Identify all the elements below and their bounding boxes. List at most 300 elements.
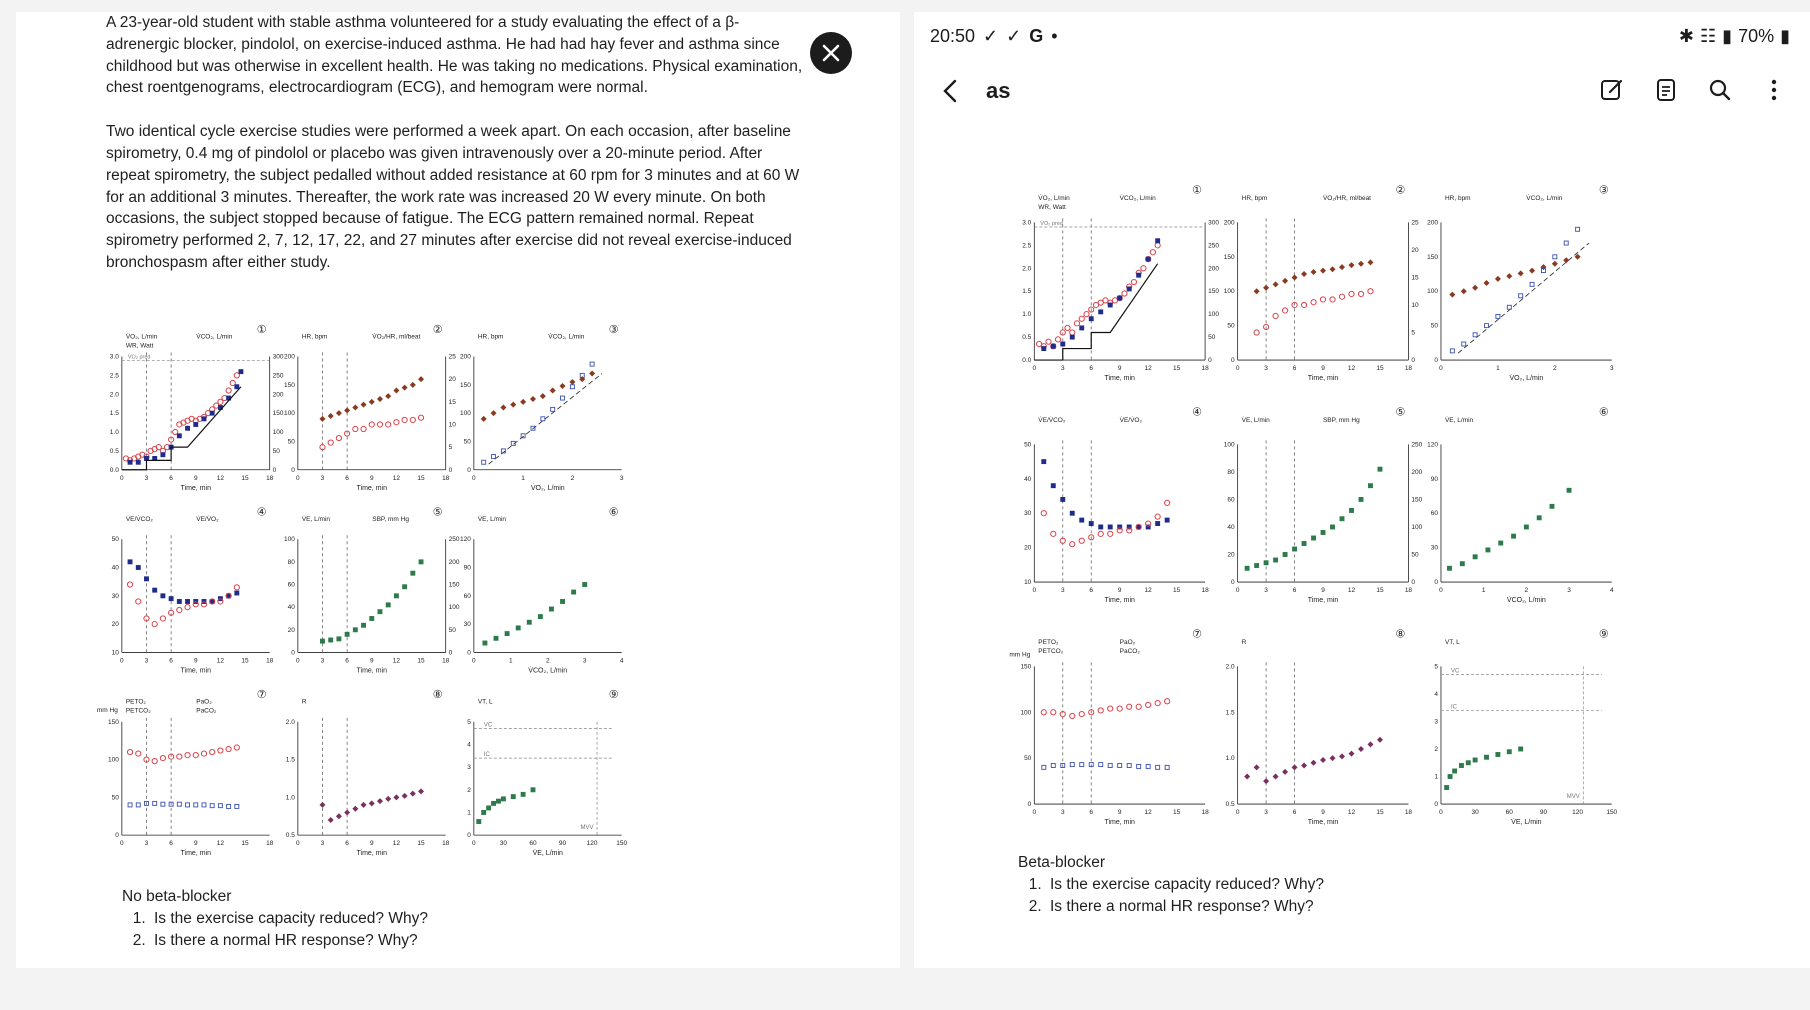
r-point xyxy=(410,791,416,797)
tick-label: 50 xyxy=(1024,441,1032,449)
petco2-point xyxy=(194,803,198,807)
panel-p2 xyxy=(1224,185,1419,383)
legend-label: V̇E/V̇CO₂ xyxy=(125,515,153,523)
tick-label: 200 xyxy=(448,558,460,566)
legend-label: V̇E, L/min xyxy=(1444,417,1474,425)
tick-label: 0 xyxy=(472,474,476,482)
panel-number: ② xyxy=(1395,184,1406,197)
vo2-point xyxy=(226,388,231,393)
tick-label: 30 xyxy=(1471,809,1479,817)
vo2-point xyxy=(1070,330,1075,335)
hr-point xyxy=(1563,257,1569,263)
tick-label: 100 xyxy=(107,756,119,764)
tick-label: 4 xyxy=(619,657,624,665)
o2-pulse-point xyxy=(1349,291,1354,296)
tick-label: 25 xyxy=(1411,219,1419,227)
peto2-point xyxy=(234,745,239,750)
panel-number: ⑥ xyxy=(1598,406,1609,419)
tick-label: 50 xyxy=(111,536,119,544)
panel-number: ⑦ xyxy=(256,689,267,702)
legend-label: R xyxy=(1241,639,1247,647)
tick-label: 1.0 xyxy=(1022,311,1032,319)
ve-point xyxy=(1274,558,1278,562)
back-button[interactable] xyxy=(936,76,966,106)
tick-label: 50 xyxy=(272,447,280,455)
tick-label: 18 xyxy=(1201,587,1209,595)
vco2-point xyxy=(541,417,545,421)
tick-label: 80 xyxy=(287,558,295,566)
tick-label: 0 xyxy=(296,657,300,665)
tick-label: 0 xyxy=(467,649,471,657)
peto2-point xyxy=(1070,713,1075,718)
vt-point xyxy=(487,806,491,810)
more-vertical-icon xyxy=(1761,77,1787,103)
tick-label: 50 xyxy=(111,794,119,802)
tick-label: 30 xyxy=(111,592,119,600)
tick-label: 2.0 xyxy=(1022,265,1032,273)
hr-point xyxy=(1339,264,1345,270)
legend-label: PaO₂ xyxy=(196,698,212,706)
ref-label: MVV xyxy=(1566,794,1580,801)
ve-vo2-point xyxy=(1070,542,1075,547)
axis-label: V̇E, L/min xyxy=(1511,819,1542,827)
o2-pulse-point xyxy=(328,440,333,445)
tick-label: 250 xyxy=(272,372,284,380)
tick-label: 6 xyxy=(1292,809,1297,817)
r-point xyxy=(1244,774,1250,780)
tick-label: 9 xyxy=(1321,365,1325,373)
peto2-point xyxy=(210,749,215,754)
tick-label: 50 xyxy=(448,626,456,634)
ve-point xyxy=(1550,504,1554,508)
r-point xyxy=(402,793,408,799)
panel-p3 xyxy=(460,324,624,492)
peto2-point xyxy=(1127,704,1132,709)
ve-point xyxy=(1340,517,1344,521)
ve-point xyxy=(1512,534,1516,538)
vco2-point xyxy=(492,455,496,459)
tick-label: 0.5 xyxy=(1022,334,1032,342)
tick-label: 9 xyxy=(369,474,374,482)
ve-point xyxy=(394,594,398,598)
hr-point xyxy=(361,402,367,408)
edit-button[interactable] xyxy=(1596,74,1628,106)
vt-point xyxy=(1448,775,1452,779)
panel-p9 xyxy=(1434,629,1617,826)
legend-label: PaCO₂ xyxy=(1119,648,1140,656)
r-point xyxy=(393,794,399,800)
petco2-point xyxy=(186,803,190,807)
tick-label: 2.5 xyxy=(1022,242,1032,250)
panel-number: ⑦ xyxy=(1192,628,1203,641)
axis-label: mm Hg xyxy=(96,706,118,714)
vt-point xyxy=(1445,786,1449,790)
tick-label: 9 xyxy=(369,657,374,665)
tick-label: 3 xyxy=(320,657,325,665)
tick-label: 0 xyxy=(448,649,453,657)
hr-point xyxy=(1320,268,1326,274)
panel-p9 xyxy=(467,689,627,857)
tick-label: 1 xyxy=(1434,773,1438,781)
tick-label: 200 xyxy=(1208,265,1219,273)
petco2-point xyxy=(1099,763,1103,767)
tick-label: 20 xyxy=(287,626,295,634)
reader-button[interactable] xyxy=(1650,74,1682,106)
peto2-point xyxy=(127,749,132,754)
r-point xyxy=(1377,737,1383,743)
vco2-point xyxy=(239,370,243,374)
tick-label: 100 xyxy=(272,429,284,437)
more-options-button[interactable] xyxy=(1758,74,1790,106)
ve-point xyxy=(583,583,587,587)
legend-label: HR, bpm xyxy=(477,333,504,341)
vco2-point xyxy=(482,460,486,464)
petco2-point xyxy=(1051,764,1055,768)
legend-label: V̇E, L/min xyxy=(1241,417,1270,425)
peto2-point xyxy=(1108,706,1113,711)
tick-label: 3 xyxy=(619,474,624,482)
legend-label: V̇E/V̇O₂ xyxy=(1119,417,1143,425)
peto2-point xyxy=(152,759,157,764)
tick-label: 15 xyxy=(448,398,456,406)
tick-label: 25 xyxy=(448,353,456,361)
r-point xyxy=(344,809,350,815)
petco2-point xyxy=(227,804,231,808)
axis-label: Time, min xyxy=(356,667,387,675)
ve-point xyxy=(1378,467,1382,471)
petco2-point xyxy=(128,803,132,807)
question-1: 1. Is the exercise capacity reduced? Why? xyxy=(1046,874,1324,896)
edit-icon xyxy=(1599,77,1625,103)
hr-point xyxy=(1273,281,1279,287)
legend-label: VT, L xyxy=(1444,639,1460,647)
ve-point xyxy=(320,639,324,643)
ve-point xyxy=(527,620,531,624)
case-paragraph-1: A 23-year-old student with stable asthma volunteered for a study evaluating the effect of a β-adrenergic blocker, pindolol, on exercise-induced asthma. He had had hay fever and asthma since childhood but was otherwise in excellent health. He was taking no medications. Physical examination, chest roentgenograms, electrocardiogram (ECG), and hemogram were normal. xyxy=(106,14,803,97)
tick-label: 10 xyxy=(448,421,456,429)
hr-point xyxy=(1367,259,1373,265)
legend-label: HR, bpm xyxy=(1241,195,1268,203)
tick-label: 12 xyxy=(392,840,401,848)
vo2-point xyxy=(1084,312,1089,317)
peto2-point xyxy=(1098,708,1103,713)
legend-label: HR, bpm xyxy=(1444,195,1471,203)
hr-point xyxy=(520,399,526,405)
legend-label: V̇CO₂, L/min xyxy=(196,333,233,341)
petco2-point xyxy=(210,804,214,808)
tick-label: 120 xyxy=(1572,809,1584,817)
hr-point xyxy=(1282,278,1288,284)
ve-vco2-point xyxy=(1165,518,1169,522)
tick-label: 3 xyxy=(1264,587,1268,595)
petco2-point xyxy=(1070,763,1074,767)
hr-point xyxy=(319,416,325,422)
panel-number: ⑨ xyxy=(608,689,619,702)
peto2-point xyxy=(136,751,141,756)
ref-label: IC xyxy=(1450,704,1457,711)
ve-vco2-point xyxy=(169,597,173,601)
case-paragraph-2: Two identical cycle exercise studies were performed a week apart. On each occasion, after baseline spirometry, 0.4 mg of pindolol or placebo was given intravenously over a 20-minute period. After repeat spirometry, the subject pedalled without added resistance at 60 rpm for 3 minutes and at 60 W for an additional 3 minutes. Thereafter, the work rate was increased 20 W every minute. On both occasions, the subject stopped because of fatigue. The ECG pattern remained normal. Repeat spirometry performed 2, 7, 12, 17, 22, and 27 minutes after exercise did not reveal exercise-induced bronchospasm after either study. xyxy=(106,123,800,271)
hr-point xyxy=(1552,261,1558,267)
petco2-point xyxy=(1156,765,1160,769)
tick-label: 150 xyxy=(272,410,284,418)
tick-label: 18 xyxy=(442,840,450,848)
vco2-point xyxy=(1156,239,1160,243)
tick-label: 15 xyxy=(241,474,249,482)
tick-label: 9 xyxy=(1321,587,1325,595)
hr-point xyxy=(589,371,595,377)
tick-label: 12 xyxy=(216,657,225,665)
vo2-point xyxy=(1074,321,1079,326)
vo2-point xyxy=(1122,291,1127,296)
petco2-point xyxy=(1165,765,1169,769)
tick-label: 20 xyxy=(1024,544,1032,552)
legend-label: V̇O₂, L/min xyxy=(1038,195,1070,203)
peto2-point xyxy=(1136,704,1141,709)
tick-label: 0 xyxy=(448,466,453,474)
ve-point xyxy=(1486,548,1490,552)
figure-beta-blocker xyxy=(1009,178,1626,844)
tick-label: 15 xyxy=(1376,809,1384,817)
ve-vo2-point xyxy=(177,607,182,612)
vco2-point xyxy=(551,407,555,411)
tick-label: 15 xyxy=(241,657,249,665)
ve-point xyxy=(1460,562,1464,566)
panel-p1 xyxy=(110,324,284,492)
vco2-point xyxy=(1137,273,1141,277)
tick-label: 4 xyxy=(467,741,471,749)
o2-pulse-point xyxy=(1282,308,1287,313)
tick-label: 60 xyxy=(1227,496,1235,504)
hr-point xyxy=(1254,288,1260,294)
hr-point xyxy=(1349,262,1355,268)
hr-point xyxy=(510,402,516,408)
tick-label: 0 xyxy=(1235,365,1240,373)
tick-label: 250 xyxy=(448,536,460,544)
ve-point xyxy=(386,603,390,607)
r-point xyxy=(1263,778,1269,784)
r-point xyxy=(1292,764,1298,770)
tick-label: 3 xyxy=(144,474,149,482)
axis-label: Time, min xyxy=(1104,597,1135,605)
tick-label: 18 xyxy=(442,474,450,482)
panel-number: ⑨ xyxy=(1598,628,1609,641)
vt-point xyxy=(501,797,505,801)
tick-label: 0 xyxy=(1027,801,1032,809)
ve-vo2-point xyxy=(185,605,190,610)
o2-pulse-point xyxy=(1273,313,1278,318)
tick-label: 2.0 xyxy=(1225,663,1235,671)
tick-label: 9 xyxy=(193,840,198,848)
legend-label: PETCO₂ xyxy=(125,707,151,715)
tick-label: 3 xyxy=(320,840,325,848)
tick-label: 40 xyxy=(1024,475,1032,483)
hr-point xyxy=(560,383,566,389)
o2-pulse-point xyxy=(386,422,391,427)
tick-label: 3.0 xyxy=(109,353,119,361)
hr-point xyxy=(550,388,556,394)
ve-vco2-point xyxy=(1108,525,1112,529)
ve-vco2-point xyxy=(177,599,181,603)
vt-point xyxy=(1519,747,1523,751)
hr-point xyxy=(1311,269,1317,275)
tick-label: 0 xyxy=(120,474,124,482)
tick-label: 250 xyxy=(1411,441,1423,449)
ve-vco2-point xyxy=(186,599,190,603)
tick-label: 15 xyxy=(417,474,425,482)
r-point xyxy=(1311,760,1317,766)
ve-vco2-point xyxy=(1137,525,1141,529)
tick-label: 100 xyxy=(283,410,295,418)
tick-label: 0 xyxy=(1032,809,1037,817)
r-point xyxy=(1367,741,1373,747)
ve-point xyxy=(494,636,498,640)
r-point xyxy=(1339,753,1345,759)
tick-label: 6 xyxy=(1089,809,1094,817)
vco2-point xyxy=(128,460,132,464)
hr-point xyxy=(352,404,358,410)
tick-label: 150 xyxy=(459,381,471,389)
vo2-point xyxy=(1141,266,1146,271)
tick-label: 6 xyxy=(169,840,173,848)
check-icon: ✓ xyxy=(983,26,999,46)
r-point xyxy=(1349,751,1355,757)
vo2-point xyxy=(1079,316,1084,321)
hr-point xyxy=(369,399,375,405)
panel-number: ⑧ xyxy=(432,689,443,702)
tick-label: 0 xyxy=(272,466,277,474)
panel-p6 xyxy=(1427,407,1614,605)
tick-label: 1 xyxy=(1496,365,1500,373)
tick-label: 150 xyxy=(1606,809,1618,817)
tick-label: 200 xyxy=(1427,219,1438,227)
diagonal-reference xyxy=(1458,243,1589,353)
petco2-point xyxy=(177,802,181,806)
tick-label: 40 xyxy=(287,604,295,612)
tick-label: 15 xyxy=(1376,365,1384,373)
search-button[interactable] xyxy=(1704,74,1736,106)
ve-point xyxy=(1293,547,1297,551)
axis-label: V̇O₂, L/min xyxy=(1509,375,1544,383)
panel-number: ⑥ xyxy=(608,506,619,519)
tick-label: 0 xyxy=(115,832,119,840)
ve-vo2-point xyxy=(234,585,239,590)
ve-vco2-point xyxy=(1051,484,1055,488)
tick-label: 100 xyxy=(1411,523,1423,531)
ve-vo2-point xyxy=(1079,538,1084,543)
tick-label: 150 xyxy=(448,581,460,589)
vco2-point xyxy=(1070,335,1074,339)
r-point xyxy=(352,806,358,812)
peto2-point xyxy=(1146,702,1151,707)
tick-label: 6 xyxy=(169,657,173,665)
tick-label: 200 xyxy=(283,353,295,361)
tick-label: 0 xyxy=(472,657,476,665)
hr-point xyxy=(336,410,342,416)
close-button[interactable] xyxy=(810,32,852,74)
vco2-point xyxy=(1127,287,1131,291)
legend-label: SBP, mm Hg xyxy=(372,515,409,523)
vt-point xyxy=(1473,758,1477,762)
legend-label: V̇E, L/min xyxy=(477,515,507,523)
tick-label: 90 xyxy=(1539,809,1548,817)
vco2-point xyxy=(1118,296,1122,300)
tick-label: 12 xyxy=(216,474,225,482)
tick-label: 100 xyxy=(1208,311,1219,319)
panel-number: ⑤ xyxy=(1395,406,1406,419)
tick-label: 1.0 xyxy=(109,429,119,437)
petco2-point xyxy=(218,804,222,808)
tick-label: 30 xyxy=(1024,510,1032,518)
tick-label: 9 xyxy=(1321,809,1325,817)
tick-label: 60 xyxy=(463,592,471,600)
tick-label: 20 xyxy=(1227,551,1235,559)
vt-point xyxy=(1466,761,1470,765)
peto2-point xyxy=(1041,710,1046,715)
ve-point xyxy=(353,628,357,632)
tick-label: 12 xyxy=(392,657,401,665)
peto2-point xyxy=(193,752,198,757)
tick-label: 30 xyxy=(1430,544,1438,552)
close-icon xyxy=(821,43,841,63)
tick-label: 50 xyxy=(1411,551,1419,559)
tick-label: 1 xyxy=(508,657,513,665)
ref-label: V̇O₂ pred xyxy=(1040,220,1063,227)
o2-pulse-point xyxy=(1311,300,1316,305)
ve-point xyxy=(1255,564,1259,568)
tick-label: 200 xyxy=(1411,468,1423,476)
ve-point xyxy=(1312,536,1316,540)
ve-point xyxy=(403,585,407,589)
ve-point xyxy=(1283,553,1287,557)
tick-label: 2 xyxy=(545,657,550,665)
tick-label: 20 xyxy=(448,376,456,384)
o2-pulse-point xyxy=(1368,289,1373,294)
vco2-point xyxy=(1519,294,1523,298)
vt-point xyxy=(482,810,486,814)
panel-number: ① xyxy=(1192,184,1203,197)
r-point xyxy=(1273,774,1279,780)
ve-vco2-point xyxy=(227,594,231,598)
tick-label: 50 xyxy=(1227,322,1235,330)
vt-point xyxy=(511,795,515,799)
tick-label: 3 xyxy=(1060,365,1065,373)
vco2-point xyxy=(210,411,214,415)
tick-label: 2.5 xyxy=(109,372,119,380)
legend-label: WR, Watt xyxy=(125,342,154,350)
hr-point xyxy=(385,393,391,399)
vt-point xyxy=(496,799,500,803)
ve-vo2-point xyxy=(1155,514,1160,519)
tick-label: 0 xyxy=(120,657,124,665)
tick-label: 0 xyxy=(1411,357,1416,365)
vco2-point xyxy=(1462,342,1466,346)
tick-label: 60 xyxy=(1505,809,1513,817)
tick-label: 120 xyxy=(459,536,471,544)
axis-label: Time, min xyxy=(1104,375,1135,383)
vo2-point xyxy=(1131,279,1136,284)
ve-vo2-point xyxy=(152,622,157,627)
tick-label: 12 xyxy=(1347,809,1356,817)
tick-label: 100 xyxy=(1020,709,1032,717)
o2-pulse-point xyxy=(402,417,407,422)
axis-label: Time, min xyxy=(1307,597,1339,605)
reader-icon xyxy=(1653,77,1679,103)
tick-label: 2 xyxy=(467,786,471,794)
tick-label: 1 xyxy=(521,474,525,482)
tick-label: 9 xyxy=(1117,809,1122,817)
o2-pulse-point xyxy=(377,422,382,427)
